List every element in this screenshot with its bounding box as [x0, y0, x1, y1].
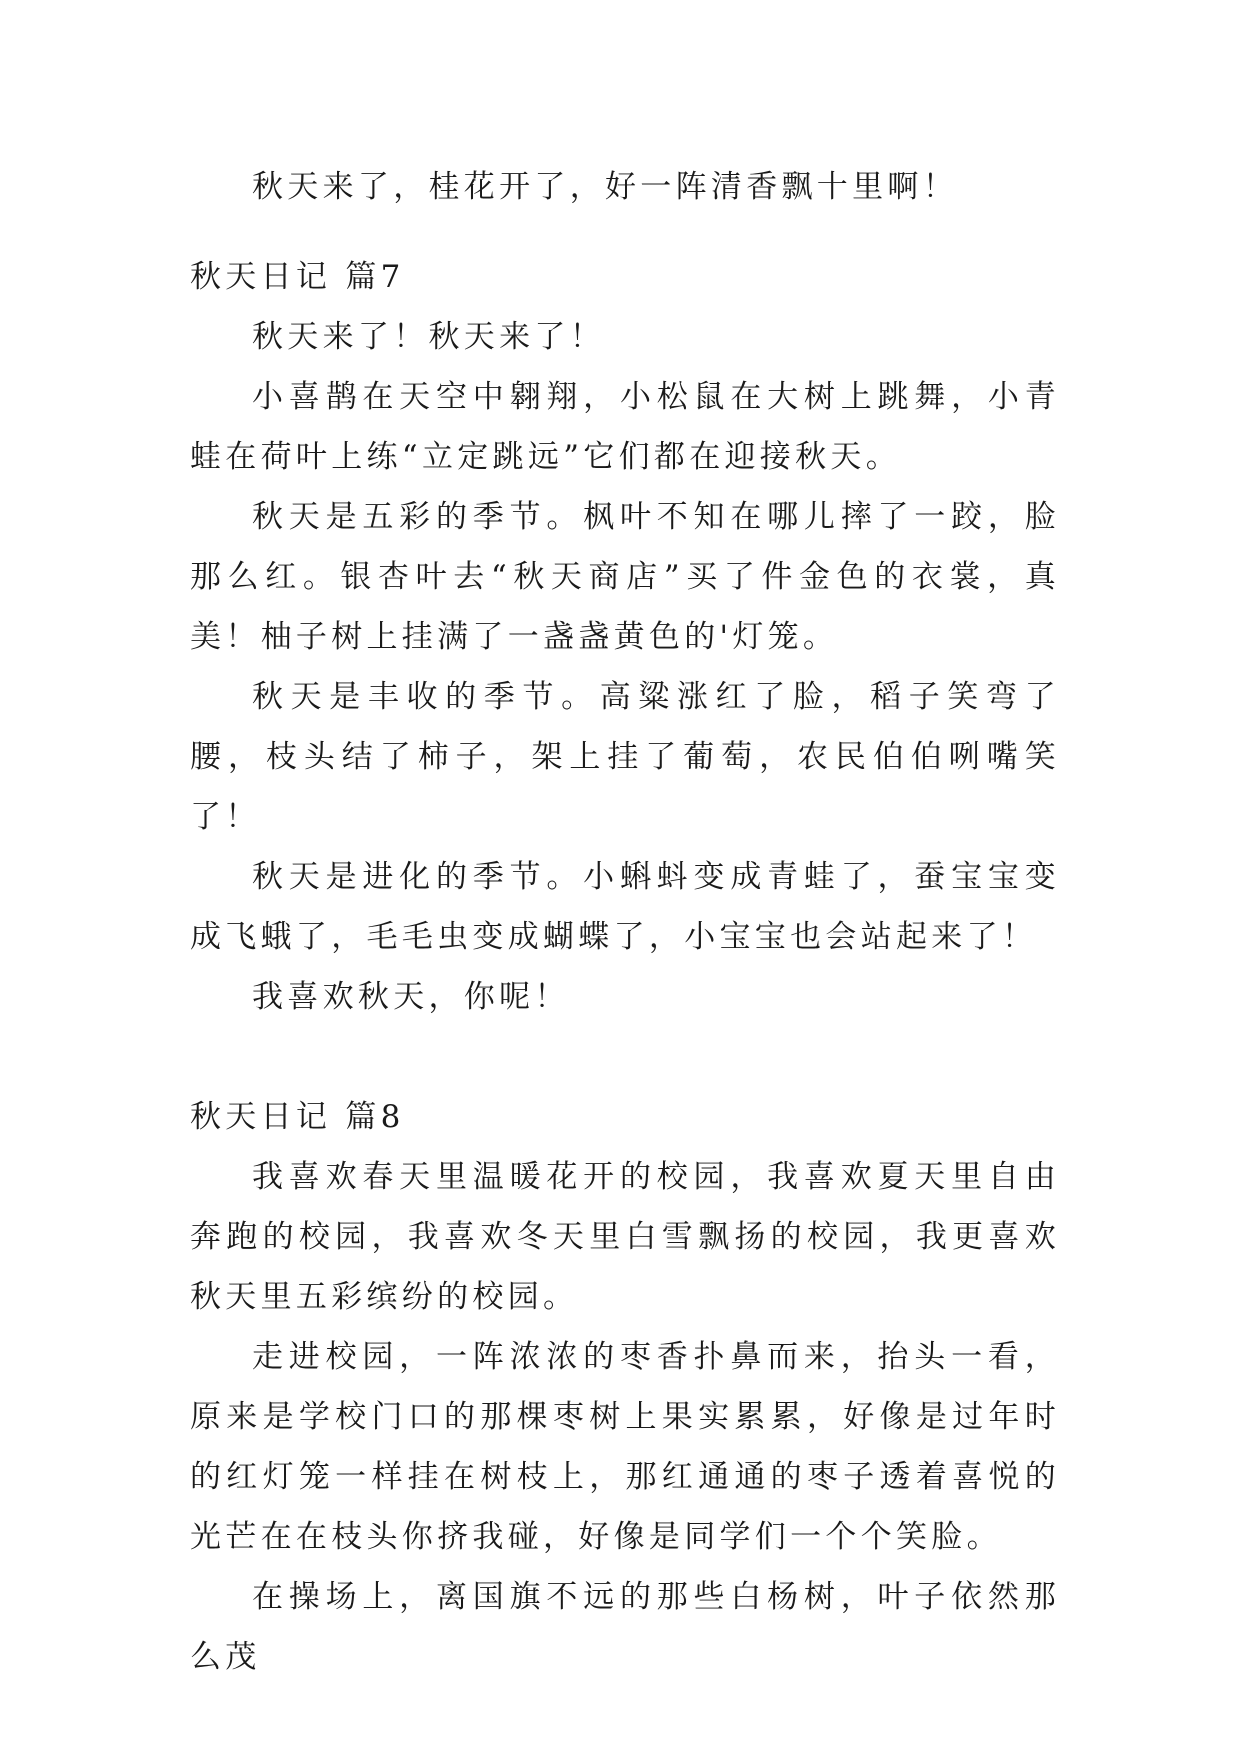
- intro-paragraph: 秋天来了，桂花开了，好一阵清香飘十里啊！: [252, 169, 958, 205]
- paragraph: 小喜鹊在天空中翱翔，小松鼠在大树上跳舞，小青蛙在荷叶上练“立定跳远”它们都在迎接秋天。: [190, 379, 1060, 475]
- paragraph: 秋天是进化的季节。小蝌蚪变成青蛙了，蚕宝宝变成飞蛾了，毛毛虫变成蝴蝶了，小宝宝也会站起来了！: [190, 859, 1060, 955]
- document-body: [190, 157, 1060, 1687]
- section-heading-7: 秋天日记 篇7: [190, 259, 405, 295]
- paragraph: 秋天是丰收的季节。高粱涨红了脸，稻子笑弯了腰，枝头结了柿子，架上挂了葡萄，农民伯伯咧嘴笑了！: [190, 679, 1060, 835]
- paragraph: 秋天来了！秋天来了！: [252, 319, 605, 355]
- paragraph: 走进校园，一阵浓浓的枣香扑鼻而来，抬头一看，原来是学校门口的那棵枣树上果实累累，好像是过年时的红灯笼一样挂在树枝上，那红通通的枣子透着喜悦的光芒在在枝头你挤我碰，好像是同学们一个个笑脸。: [190, 1339, 1060, 1555]
- section-heading-8: 秋天日记 篇8: [190, 1099, 405, 1135]
- paragraph: 在操场上，离国旗不远的那些白杨树，叶子依然那么茂: [190, 1579, 1060, 1675]
- paragraph: 我喜欢春天里温暖花开的校园，我喜欢夏天里自由奔跑的校园，我喜欢冬天里白雪飘扬的校园，我更喜欢秋天里五彩缤纷的校园。: [190, 1159, 1060, 1315]
- paragraph: 秋天是五彩的季节。枫叶不知在哪儿摔了一跤，脸那么红。银杏叶去“秋天商店”买了件金色的衣裳，真美！柚子树上挂满了一盏盏黄色的'灯笼。: [190, 499, 1060, 655]
- paragraph: 我喜欢秋天，你呢！: [252, 979, 570, 1015]
